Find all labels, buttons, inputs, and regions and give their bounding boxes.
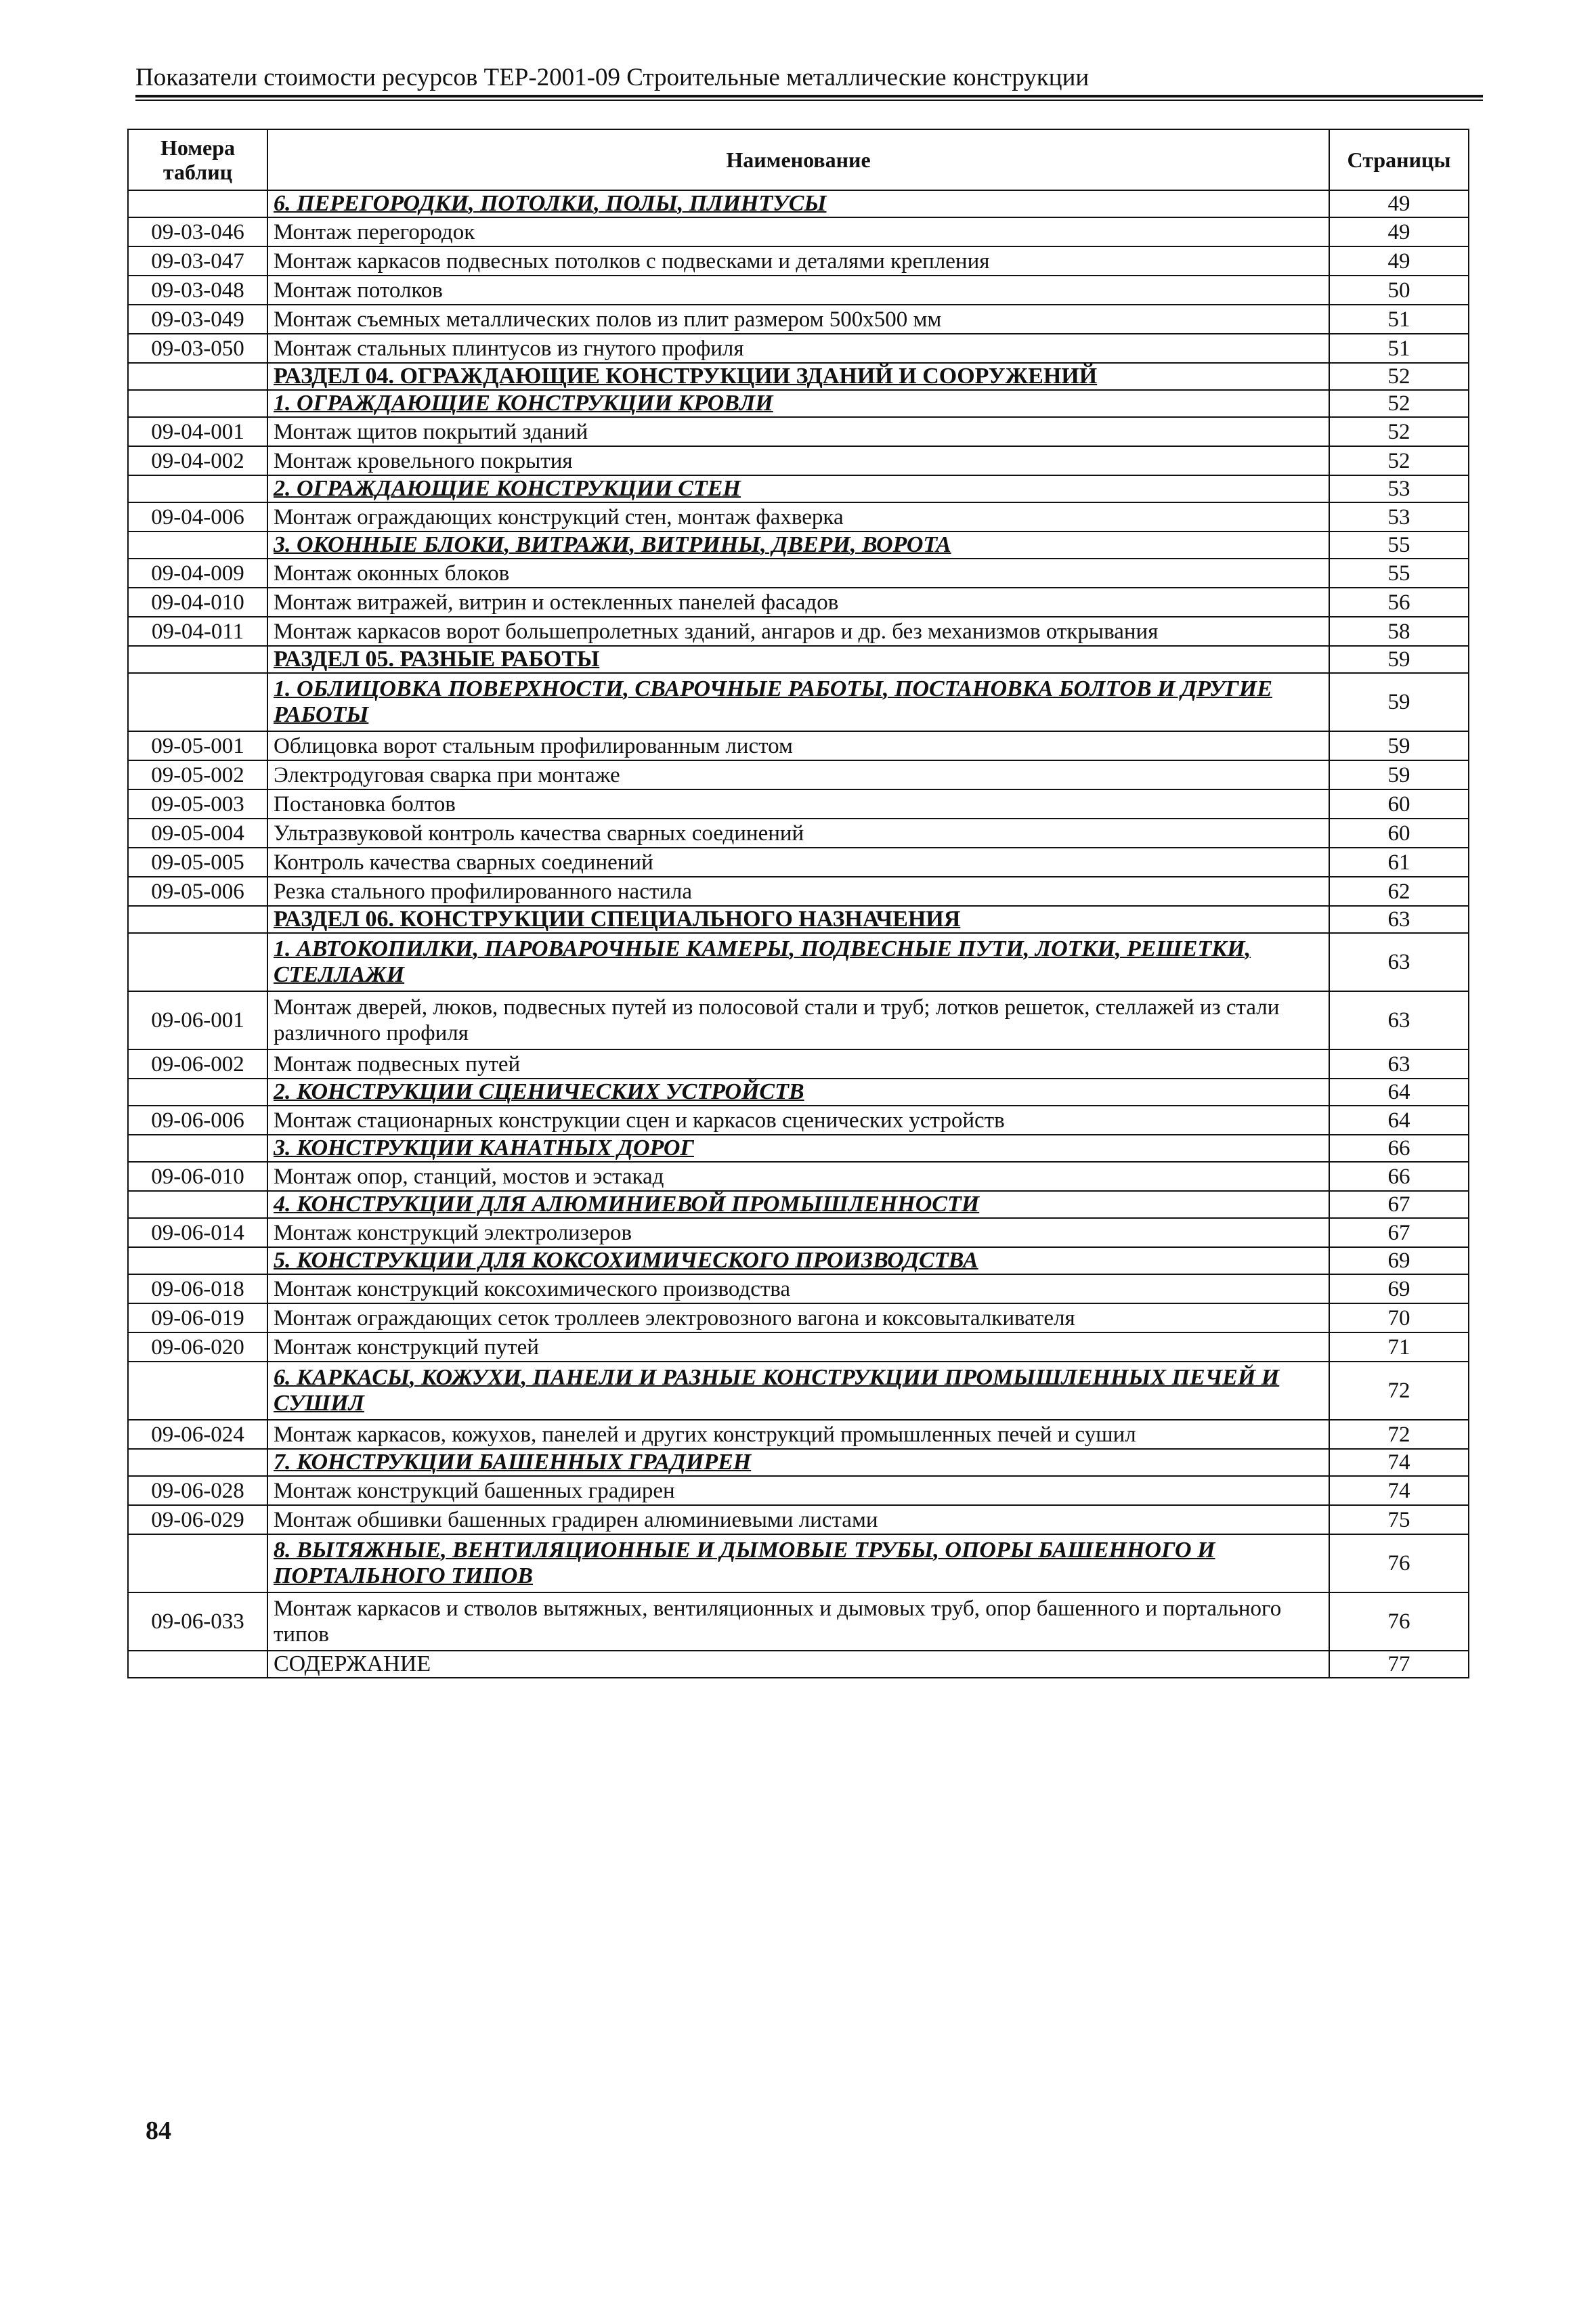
section-title-cell: 6. ПЕРЕГОРОДКИ, ПОТОЛКИ, ПОЛЫ, ПЛИНТУСЫ bbox=[267, 190, 1329, 217]
table-number-cell: 09-06-033 bbox=[128, 1592, 267, 1651]
page-ref-cell: 67 bbox=[1329, 1218, 1469, 1247]
section-heading-row bbox=[128, 933, 1469, 991]
table-number-cell: 09-06-018 bbox=[128, 1274, 267, 1303]
table-name-cell: Резка стального профилированного настила bbox=[267, 877, 1329, 906]
table-number-cell: 09-05-006 bbox=[128, 877, 267, 906]
table-number-cell bbox=[128, 1651, 267, 1678]
page-ref-cell: 63 bbox=[1329, 933, 1469, 991]
table-number-cell bbox=[128, 190, 267, 217]
table-number-cell bbox=[128, 1534, 267, 1592]
table-row bbox=[128, 1106, 1469, 1135]
table-number-cell bbox=[128, 646, 267, 673]
table-row bbox=[128, 1476, 1469, 1505]
page-ref-cell: 67 bbox=[1329, 1191, 1469, 1218]
table-row bbox=[128, 502, 1469, 531]
table-name-cell: Монтаж стальных плинтусов из гнутого профиля bbox=[267, 334, 1329, 363]
section-title-cell: РАЗДЕЛ 06. КОНСТРУКЦИИ СПЕЦИАЛЬНОГО НАЗНАЧЕНИЯ bbox=[267, 906, 1329, 933]
table-row bbox=[128, 1303, 1469, 1332]
table-row bbox=[128, 819, 1469, 848]
section-title-cell: 2. КОНСТРУКЦИИ СЦЕНИЧЕСКИХ УСТРОЙСТВ bbox=[267, 1079, 1329, 1106]
table-number-cell bbox=[128, 475, 267, 502]
table-number-cell bbox=[128, 1449, 267, 1476]
page-ref-cell: 72 bbox=[1329, 1420, 1469, 1449]
table-name-cell: Монтаж оконных блоков bbox=[267, 559, 1329, 588]
table-name-cell: Монтаж съемных металлических полов из плит размером 500х500 мм bbox=[267, 305, 1329, 334]
page-ref-cell: 66 bbox=[1329, 1162, 1469, 1191]
section-title-cell: 1. ОБЛИЦОВКА ПОВЕРХНОСТИ, СВАРОЧНЫЕ РАБОТЫ, ПОСТАНОВКА БОЛТОВ И ДРУГИЕ РАБОТЫ bbox=[267, 673, 1329, 731]
table-number-cell: 09-04-009 bbox=[128, 559, 267, 588]
section-title-cell: 2. ОГРАЖДАЮЩИЕ КОНСТРУКЦИИ СТЕН bbox=[267, 475, 1329, 502]
section-title-cell: 3. ОКОННЫЕ БЛОКИ, ВИТРАЖИ, ВИТРИНЫ, ДВЕРИ, ВОРОТА bbox=[267, 531, 1329, 559]
column-header-pages bbox=[1329, 129, 1469, 190]
page-ref-cell: 74 bbox=[1329, 1476, 1469, 1505]
contents-table-body bbox=[128, 129, 1469, 1678]
table-row bbox=[128, 1049, 1469, 1079]
page-ref-cell: 75 bbox=[1329, 1505, 1469, 1534]
section-title-cell: 4. КОНСТРУКЦИИ ДЛЯ АЛЮМИНИЕВОЙ ПРОМЫШЛЕННОСТИ bbox=[267, 1191, 1329, 1218]
page-ref-cell: 52 bbox=[1329, 390, 1469, 417]
table-row bbox=[128, 1332, 1469, 1362]
page-ref-cell: 72 bbox=[1329, 1362, 1469, 1420]
section-heading-row bbox=[128, 1362, 1469, 1420]
table-number-cell: 09-06-010 bbox=[128, 1162, 267, 1191]
page-ref-cell: 56 bbox=[1329, 588, 1469, 617]
table-number-cell: 09-04-001 bbox=[128, 417, 267, 446]
column-header-number bbox=[128, 129, 267, 190]
table-number-cell bbox=[128, 1079, 267, 1106]
table-row bbox=[128, 246, 1469, 276]
table-name-cell: Монтаж конструкций коксохимического производства bbox=[267, 1274, 1329, 1303]
section-heading-row bbox=[128, 390, 1469, 417]
column-header-name-text: Наименование bbox=[726, 148, 871, 172]
page-ref-cell: 49 bbox=[1329, 217, 1469, 246]
section-heading-row bbox=[128, 1449, 1469, 1476]
header-rule bbox=[135, 95, 1483, 97]
table-row bbox=[128, 991, 1469, 1049]
table-number-cell: 09-04-010 bbox=[128, 588, 267, 617]
table-name-cell: Монтаж каркасов ворот большепролетных зданий, ангаров и др. без механизмов открывания bbox=[267, 617, 1329, 646]
table-name-cell: Монтаж кровельного покрытия bbox=[267, 446, 1329, 475]
table-name-cell: Монтаж дверей, люков, подвесных путей из полосовой стали и труб; лотков решеток, стеллажей из стали различного профиля bbox=[267, 991, 1329, 1049]
table-number-cell: 09-06-028 bbox=[128, 1476, 267, 1505]
section-heading-row bbox=[128, 475, 1469, 502]
column-header-number-text: Номера таблиц bbox=[160, 135, 236, 184]
table-row bbox=[128, 1274, 1469, 1303]
page-ref-cell: 51 bbox=[1329, 334, 1469, 363]
table-name-cell: Ультразвуковой контроль качества сварных соединений bbox=[267, 819, 1329, 848]
table-row bbox=[128, 789, 1469, 819]
table-row bbox=[128, 559, 1469, 588]
page-ref-cell: 66 bbox=[1329, 1135, 1469, 1162]
table-number-cell: 09-06-024 bbox=[128, 1420, 267, 1449]
table-row bbox=[128, 1592, 1469, 1651]
page-ref-cell: 76 bbox=[1329, 1592, 1469, 1651]
section-heading-row bbox=[128, 1247, 1469, 1274]
page-ref-cell: 59 bbox=[1329, 646, 1469, 673]
section-title-cell: СОДЕРЖАНИЕ bbox=[267, 1651, 1329, 1678]
page-ref-cell: 59 bbox=[1329, 760, 1469, 789]
table-name-cell: Монтаж перегородок bbox=[267, 217, 1329, 246]
table-row bbox=[128, 1420, 1469, 1449]
header-rule-thin bbox=[135, 100, 1483, 101]
table-name-cell: Монтаж потолков bbox=[267, 276, 1329, 305]
section-title-cell: РАЗДЕЛ 04. ОГРАЖДАЮЩИЕ КОНСТРУКЦИИ ЗДАНИЙ И СООРУЖЕНИЙ bbox=[267, 363, 1329, 390]
table-number-cell bbox=[128, 1362, 267, 1420]
section-title-cell: РАЗДЕЛ 05. РАЗНЫЕ РАБОТЫ bbox=[267, 646, 1329, 673]
page-ref-cell: 64 bbox=[1329, 1106, 1469, 1135]
table-number-cell bbox=[128, 933, 267, 991]
table-number-cell bbox=[128, 363, 267, 390]
table-row bbox=[128, 417, 1469, 446]
section-title-cell: 1. АВТОКОПИЛКИ, ПАРОВАРОЧНЫЕ КАМЕРЫ, ПОДВЕСНЫЕ ПУТИ, ЛОТКИ, РЕШЕТКИ, СТЕЛЛАЖИ bbox=[267, 933, 1329, 991]
page-ref-cell: 63 bbox=[1329, 991, 1469, 1049]
page-ref-cell: 59 bbox=[1329, 731, 1469, 760]
page-ref-cell: 69 bbox=[1329, 1247, 1469, 1274]
table-number-cell: 09-03-047 bbox=[128, 246, 267, 276]
table-number-cell: 09-06-019 bbox=[128, 1303, 267, 1332]
contents-table bbox=[127, 129, 1469, 1678]
table-row bbox=[128, 617, 1469, 646]
page-ref-cell: 71 bbox=[1329, 1332, 1469, 1362]
section-heading-row bbox=[128, 1135, 1469, 1162]
section-heading-row bbox=[128, 1191, 1469, 1218]
page-ref-cell: 52 bbox=[1329, 446, 1469, 475]
page-ref-cell: 60 bbox=[1329, 819, 1469, 848]
table-row bbox=[128, 731, 1469, 760]
table-name-cell: Монтаж стационарных конструкции сцен и каркасов сценических устройств bbox=[267, 1106, 1329, 1135]
table-number-cell: 09-04-006 bbox=[128, 502, 267, 531]
table-row bbox=[128, 848, 1469, 877]
page-ref-cell: 64 bbox=[1329, 1079, 1469, 1106]
section-heading-row bbox=[128, 363, 1469, 390]
table-row bbox=[128, 1505, 1469, 1534]
page-ref-cell: 77 bbox=[1329, 1651, 1469, 1678]
page-ref-cell: 52 bbox=[1329, 417, 1469, 446]
table-name-cell: Монтаж каркасов и стволов вытяжных, вентиляционных и дымовых труб, опор башенного и портального типов bbox=[267, 1592, 1329, 1651]
table-number-cell: 09-05-004 bbox=[128, 819, 267, 848]
section-title-cell: 5. КОНСТРУКЦИИ ДЛЯ КОКСОХИМИЧЕСКОГО ПРОИЗВОДСТВА bbox=[267, 1247, 1329, 1274]
table-number-cell bbox=[128, 531, 267, 559]
page-number: 84 bbox=[146, 2117, 171, 2145]
table-number-cell: 09-06-001 bbox=[128, 991, 267, 1049]
section-heading-row bbox=[128, 1534, 1469, 1592]
section-title-cell: 7. КОНСТРУКЦИИ БАШЕННЫХ ГРАДИРЕН bbox=[267, 1449, 1329, 1476]
table-name-cell: Контроль качества сварных соединений bbox=[267, 848, 1329, 877]
table-name-cell: Электродуговая сварка при монтаже bbox=[267, 760, 1329, 789]
table-number-cell: 09-03-050 bbox=[128, 334, 267, 363]
section-heading-row bbox=[128, 190, 1469, 217]
table-number-cell bbox=[128, 673, 267, 731]
page-ref-cell: 62 bbox=[1329, 877, 1469, 906]
page-ref-cell: 51 bbox=[1329, 305, 1469, 334]
section-title-cell: 1. ОГРАЖДАЮЩИЕ КОНСТРУКЦИИ КРОВЛИ bbox=[267, 390, 1329, 417]
table-name-cell: Монтаж каркасов, кожухов, панелей и других конструкций промышленных печей и сушил bbox=[267, 1420, 1329, 1449]
section-heading-row bbox=[128, 1651, 1469, 1678]
section-heading-row bbox=[128, 646, 1469, 673]
table-name-cell: Монтаж ограждающих конструкций стен, монтаж фахверка bbox=[267, 502, 1329, 531]
page-ref-cell: 76 bbox=[1329, 1534, 1469, 1592]
page-ref-cell: 55 bbox=[1329, 531, 1469, 559]
table-row bbox=[128, 305, 1469, 334]
table-name-cell: Монтаж конструкций путей bbox=[267, 1332, 1329, 1362]
table-name-cell: Постановка болтов bbox=[267, 789, 1329, 819]
table-number-cell: 09-03-049 bbox=[128, 305, 267, 334]
table-name-cell: Монтаж витражей, витрин и остекленных панелей фасадов bbox=[267, 588, 1329, 617]
table-name-cell: Монтаж каркасов подвесных потолков с подвесками и деталями крепления bbox=[267, 246, 1329, 276]
table-number-cell: 09-06-002 bbox=[128, 1049, 267, 1079]
table-number-cell bbox=[128, 1135, 267, 1162]
table-name-cell: Монтаж обшивки башенных градирен алюминиевыми листами bbox=[267, 1505, 1329, 1534]
page-ref-cell: 58 bbox=[1329, 617, 1469, 646]
page-ref-cell: 49 bbox=[1329, 190, 1469, 217]
table-row bbox=[128, 1162, 1469, 1191]
page-ref-cell: 55 bbox=[1329, 559, 1469, 588]
table-name-cell: Монтаж подвесных путей bbox=[267, 1049, 1329, 1079]
table-row bbox=[128, 334, 1469, 363]
table-name-cell: Монтаж щитов покрытий зданий bbox=[267, 417, 1329, 446]
table-number-cell bbox=[128, 390, 267, 417]
page-ref-cell: 70 bbox=[1329, 1303, 1469, 1332]
column-header-name bbox=[267, 129, 1329, 190]
page-ref-cell: 49 bbox=[1329, 246, 1469, 276]
table-number-cell bbox=[128, 1247, 267, 1274]
table-name-cell: Монтаж конструкций башенных градирен bbox=[267, 1476, 1329, 1505]
column-header-pages-text: Страницы bbox=[1347, 148, 1451, 172]
page-ref-cell: 63 bbox=[1329, 906, 1469, 933]
table-row bbox=[128, 1218, 1469, 1247]
table-number-cell: 09-05-002 bbox=[128, 760, 267, 789]
section-title-cell: 3. КОНСТРУКЦИИ КАНАТНЫХ ДОРОГ bbox=[267, 1135, 1329, 1162]
table-number-cell: 09-04-011 bbox=[128, 617, 267, 646]
table-number-cell bbox=[128, 906, 267, 933]
table-number-cell: 09-05-005 bbox=[128, 848, 267, 877]
page-ref-cell: 61 bbox=[1329, 848, 1469, 877]
page-ref-cell: 52 bbox=[1329, 363, 1469, 390]
table-number-cell: 09-04-002 bbox=[128, 446, 267, 475]
table-number-cell: 09-06-014 bbox=[128, 1218, 267, 1247]
table-number-cell bbox=[128, 1191, 267, 1218]
page-ref-cell: 69 bbox=[1329, 1274, 1469, 1303]
table-row bbox=[128, 877, 1469, 906]
section-heading-row bbox=[128, 906, 1469, 933]
table-number-cell: 09-05-003 bbox=[128, 789, 267, 819]
table-row bbox=[128, 588, 1469, 617]
page-ref-cell: 59 bbox=[1329, 673, 1469, 731]
page-ref-cell: 60 bbox=[1329, 789, 1469, 819]
page-ref-cell: 63 bbox=[1329, 1049, 1469, 1079]
table-name-cell: Монтаж конструкций электролизеров bbox=[267, 1218, 1329, 1247]
table-name-cell: Облицовка ворот стальным профилированным листом bbox=[267, 731, 1329, 760]
table-number-cell: 09-03-046 bbox=[128, 217, 267, 246]
section-heading-row bbox=[128, 673, 1469, 731]
table-row bbox=[128, 276, 1469, 305]
page-ref-cell: 53 bbox=[1329, 475, 1469, 502]
table-number-cell: 09-05-001 bbox=[128, 731, 267, 760]
running-header: Показатели стоимости ресурсов ТЕР-2001-09 Строительные металлические конструкции bbox=[135, 64, 1090, 91]
table-number-cell: 09-06-029 bbox=[128, 1505, 267, 1534]
table-row bbox=[128, 760, 1469, 789]
table-number-cell: 09-03-048 bbox=[128, 276, 267, 305]
table-number-cell: 09-06-006 bbox=[128, 1106, 267, 1135]
table-row bbox=[128, 217, 1469, 246]
page-ref-cell: 53 bbox=[1329, 502, 1469, 531]
table-name-cell: Монтаж опор, станций, мостов и эстакад bbox=[267, 1162, 1329, 1191]
table-name-cell: Монтаж ограждающих сеток троллеев электровозного вагона и коксовыталкивателя bbox=[267, 1303, 1329, 1332]
section-title-cell: 6. КАРКАСЫ, КОЖУХИ, ПАНЕЛИ И РАЗНЫЕ КОНСТРУКЦИИ ПРОМЫШЛЕННЫХ ПЕЧЕЙ И СУШИЛ bbox=[267, 1362, 1329, 1420]
section-heading-row bbox=[128, 1079, 1469, 1106]
table-number-cell: 09-06-020 bbox=[128, 1332, 267, 1362]
page-ref-cell: 74 bbox=[1329, 1449, 1469, 1476]
page-ref-cell: 50 bbox=[1329, 276, 1469, 305]
section-heading-row bbox=[128, 531, 1469, 559]
table-header-row bbox=[128, 129, 1469, 190]
table-row bbox=[128, 446, 1469, 475]
section-title-cell: 8. ВЫТЯЖНЫЕ, ВЕНТИЛЯЦИОННЫЕ И ДЫМОВЫЕ ТРУБЫ, ОПОРЫ БАШЕННОГО И ПОРТАЛЬНОГО ТИПОВ bbox=[267, 1534, 1329, 1592]
